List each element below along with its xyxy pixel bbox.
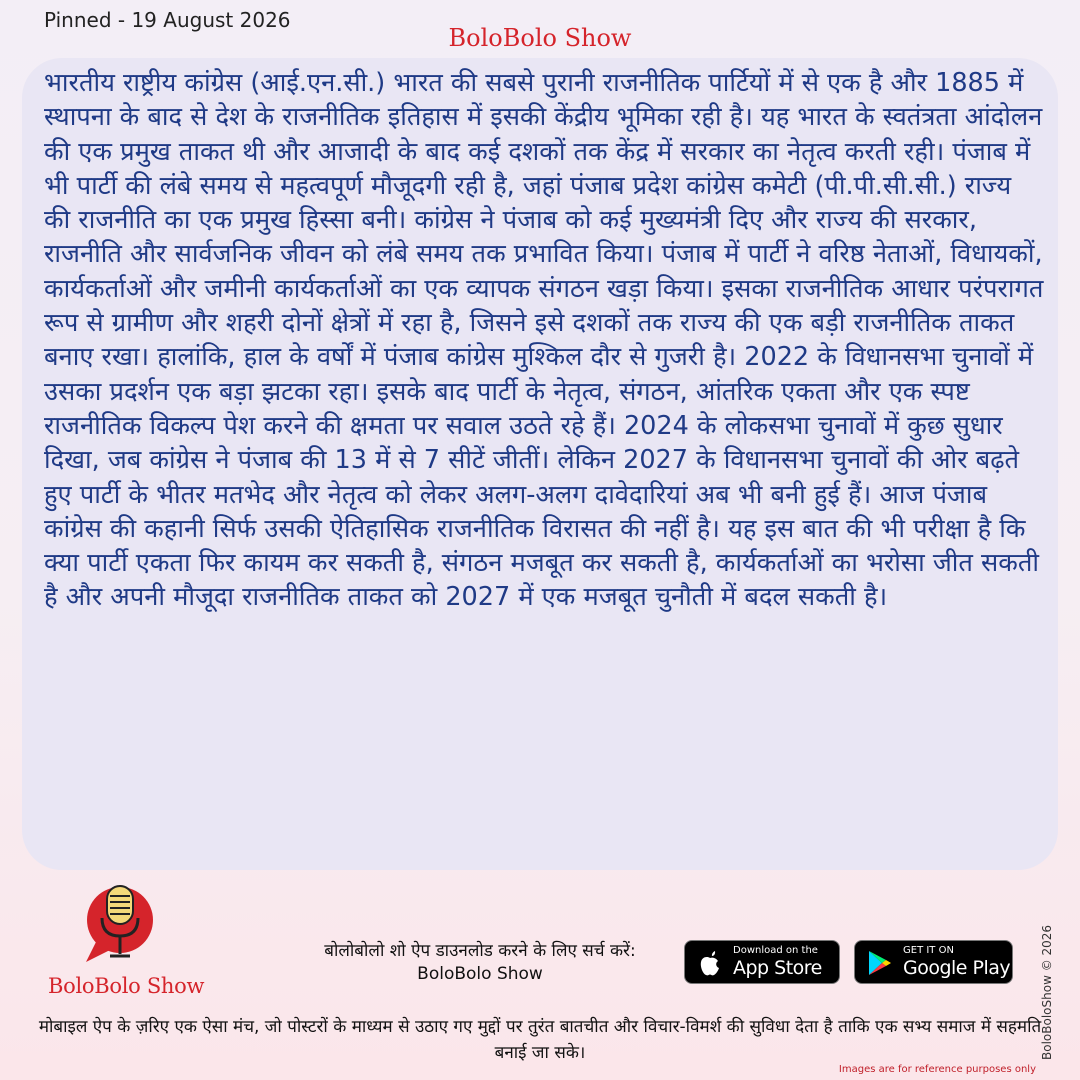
- app-store-small-label: Download on the: [733, 945, 818, 956]
- tagline: मोबाइल ऐप के ज़रिए एक ऐसा मंच, जो पोस्टरों के माध्यम से उठाए गए मुद्दों पर तुरंत बातचीत और विचार-विमर्श की सुविधा देता है ताकि एक सभ्य समाज में सहमति बनाई जा सके।: [38, 1017, 1042, 1063]
- article-text: भारतीय राष्ट्रीय कांग्रेस (आई.एन.सी.) भारत की सबसे पुरानी राजनीतिक पार्टियों में से एक है और 1885 में स्थापना के बाद से देश के राजनीतिक इतिहास में इसकी केंद्रीय भूमिका रही है। यह भारत के स्वतंत्रता आंदोलन की एक प्रमुख ताकत थी और आजादी के बाद कई दशकों तक केंद्र में सरकार का नेतृत्व करती रही। पंजाब में भी पार्टी की लंबे समय से महत्वपूर्ण मौजूदगी रही है, जहां पंजाब प्रदेश कांग्रेस कमेटी (पी.पी.सी.सी.) राज्य की राजनीति का एक प्रमुख हिस्सा बनी। कांग्रेस ने पंजाब को कई मुख्यमंत्री दिए और राज्य की सरकार, राजनीति और सार्वजनिक जीवन को लंबे समय तक प्रभावित किया। पंजाब में पार्टी ने वरिष्ठ नेताओं, विधायकों, कार्यकर्ताओं और जमीनी कार्यकर्ताओं का एक व्यापक संगठन खड़ा किया। इसका राजनीतिक आधार परंपरागत रूप से ग्रामीण और शहरी दोनों क्षेत्रों में रहा है, जिसने इसे दशकों तक राज्य की एक बड़ी राजनीतिक ताकत बनाए रखा। हालांकि, हाल के वर्षों में पंजाब कांग्रेस मुश्किल दौर से गुजरी है। 2022 के विधानसभा चुनावों में उसका प्रदर्शन एक बड़ा झटका रहा। इसके बाद पार्टी के नेतृत्व, संगठन, आंतरिक एकता और एक स्पष्ट राजनीतिक विकल्प पेश करने की क्षमता पर सवाल उठते रहे हैं। 2024 के लोकसभा चुनावों में कुछ सुधार दिखा, जब कांग्रेस ने पंजाब की 13 में से 7 सीटें जीतीं। लेकिन 2027 के विधानसभा चुनावों की ओर बढ़ते हुए पार्टी के भीतर मतभेद और नेतृत्व को लेकर अलग-अलग दावेदारियां अब भी बनी हुई हैं। आज पंजाब कांग्रेस की कहानी सिर्फ उसकी ऐतिहासिक राजनीतिक विरासत की नहीं है। यह इस बात की भी परीक्षा है कि क्या पार्टी एकता फिर कायम कर सकती है, संगठन मजबूत कर सकती है, कार्यकर्ताओं का भरोसा जीत सकती है और अपनी मौजूदा राजनीतिक ताकत को 2027 में एक मजबूत चुनौती में बदल सकती है।: [44, 68, 1044, 613]
- google-play-label: Google Play: [903, 957, 1011, 979]
- app-store-label: App Store: [733, 957, 822, 979]
- pinned-date: Pinned - 19 August 2026: [44, 8, 291, 32]
- download-app-name: BoloBolo Show: [417, 964, 543, 984]
- google-play-icon: [867, 949, 893, 977]
- side-copyright: BoloBoloShow © 2026: [1040, 924, 1054, 1060]
- microphone-speech-bubble-icon: [52, 880, 212, 980]
- google-play-small-label: GET IT ON: [903, 945, 954, 956]
- app-store-button[interactable]: [684, 940, 840, 984]
- apple-icon: [697, 949, 723, 977]
- download-prompt: बोलोबोलो शो ऐप डाउनलोड करने के लिए सर्च करें:: [324, 941, 636, 961]
- brand-title: BoloBolo Show: [448, 24, 632, 52]
- logo-wordmark: BoloBolo Show: [48, 974, 205, 998]
- google-play-button[interactable]: [854, 940, 1013, 984]
- disclaimer: Images are for reference purposes only: [838, 1064, 1036, 1075]
